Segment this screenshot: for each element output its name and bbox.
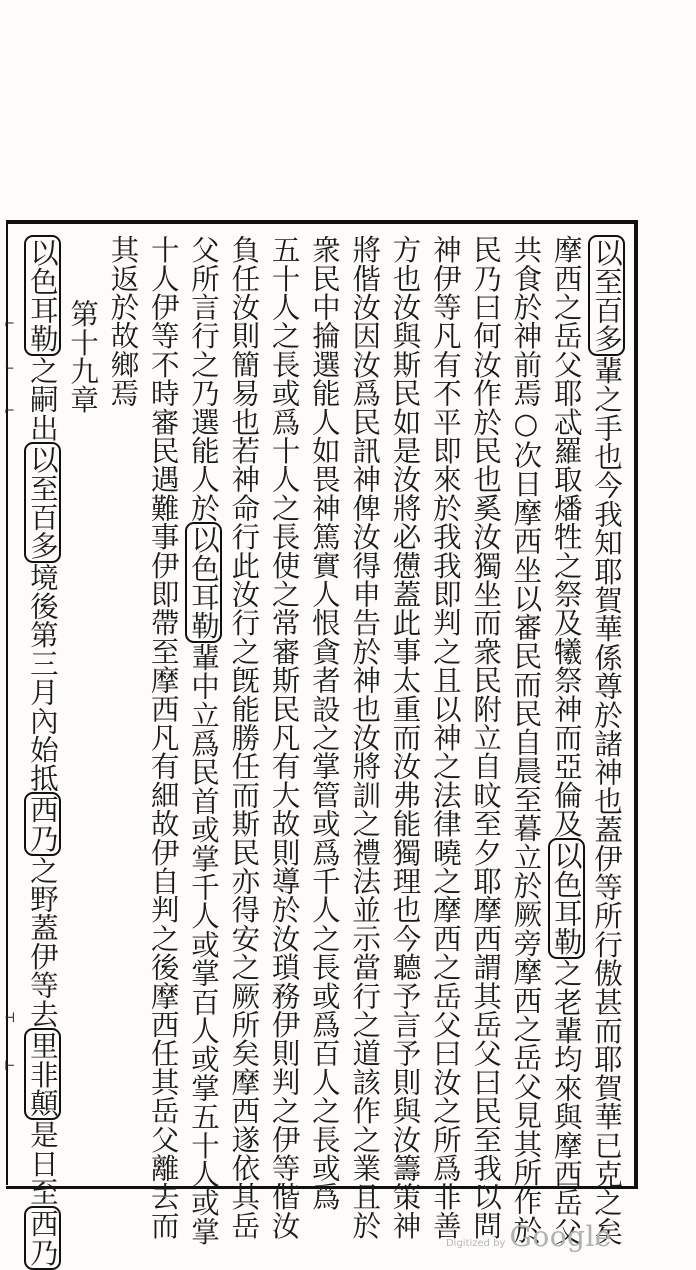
text-column <box>545 235 585 1246</box>
gutter-mark: ⊢ <box>4 1059 16 1074</box>
gutter-mark: ∟ <box>4 359 15 374</box>
text-column <box>384 235 424 1240</box>
text-run: 輩之手也今我知耶賀華係尊於諸神也蓋伊等所行傲甚而耶賀華已克之矣 <box>590 355 623 1246</box>
gutter-mark: ⊣ <box>4 1011 16 1026</box>
text-column <box>505 235 545 1244</box>
gutter-mark: ⌐ <box>4 404 15 419</box>
text-run: 神伊等凡有不平即來於我我即判之且以神之法律曉之摩西之岳父曰汝之所爲非善 <box>428 235 462 1240</box>
proper-name-box: 西乃 <box>24 792 61 855</box>
google-logo: Google <box>509 1220 612 1253</box>
proper-name-box: 以色耳勒 <box>548 838 585 959</box>
proper-name-box: 以至百多 <box>588 235 625 356</box>
text-column <box>142 235 182 1240</box>
chapter-heading: 第十九章 <box>66 299 100 414</box>
text-column <box>344 235 384 1240</box>
text-run: 十人伊等不時審民遇難事伊即帶至摩西凡有細故伊自判之後摩西任其岳父離去而 <box>146 235 180 1240</box>
text-column <box>62 235 102 1175</box>
text-column <box>102 235 142 1175</box>
text-run: 輩中立爲民首或掌千人或掌百人或掌五十人或掌 <box>187 642 221 1246</box>
text-column <box>22 235 62 1267</box>
proper-name-box: 以色耳勒 <box>185 522 222 643</box>
text-run: 將偕汝因汝爲民訊神俾汝得申告於神也汝將訓之禮法並示當行之道該作之業且於 <box>348 235 382 1240</box>
text-column <box>304 235 344 1211</box>
text-run: 之嗣出 <box>25 355 59 442</box>
text-run: 之野蓋伊等去 <box>25 855 59 1028</box>
text-run: 民乃曰何汝作於民也奚汝獨坐而衆民附立自旼至夕耶摩西謂其岳父曰民至我以問 <box>469 235 503 1240</box>
text-column <box>586 235 626 1246</box>
proper-name-box: 西乃 <box>24 1206 61 1269</box>
text-run: 父所言行之乃選能人於 <box>187 235 221 522</box>
text-run: 摩西之岳父耶忒羅取燔牲之祭及犧祭神而亞倫及 <box>549 235 583 838</box>
proper-name-box: 以至百多 <box>24 442 61 563</box>
digitization-footer <box>446 1220 612 1253</box>
text-run: 方也汝與斯民如是汝將必憊蓋此事太重而汝弗能獨理也今聽予言予則與汝籌策神 <box>388 235 422 1240</box>
text-run: 是日至 <box>25 1120 59 1207</box>
text-run: 其返於故鄉焉 <box>106 235 140 408</box>
gutter-mark: ⌐ <box>4 317 15 332</box>
proper-name-box: 以色耳勒 <box>24 235 61 356</box>
text-run: 境後第三月內始抵 <box>25 562 59 793</box>
text-run: 之老輩均來與摩西岳父 <box>549 958 583 1246</box>
text-run: 共食於神前焉○次日摩西坐以審民而民自晨至暮立於厥旁摩西之岳父見其所作於 <box>509 235 543 1244</box>
digitized-by-label: Digitized by <box>445 1238 506 1249</box>
text-run: 負任汝則簡易也若神命行此汝行之旣能勝任而斯民亦得安之厥所矣摩西遂依其岳 <box>227 235 261 1240</box>
text-column <box>425 235 465 1240</box>
text-column <box>465 235 505 1240</box>
text-column <box>183 235 223 1246</box>
text-run: 衆民中掄選能人如畏神篤實人恨貪者設之掌管或爲千人之長或爲百人之長或爲 <box>307 235 341 1211</box>
proper-name-box: 里非顛 <box>24 1028 61 1120</box>
text-run: 五十人之長或爲十人之長使之常審斯民凡有大故則導於汝瑣務伊則判之伊等偕汝 <box>267 235 301 1240</box>
text-column <box>263 235 303 1240</box>
text-column <box>223 235 263 1240</box>
